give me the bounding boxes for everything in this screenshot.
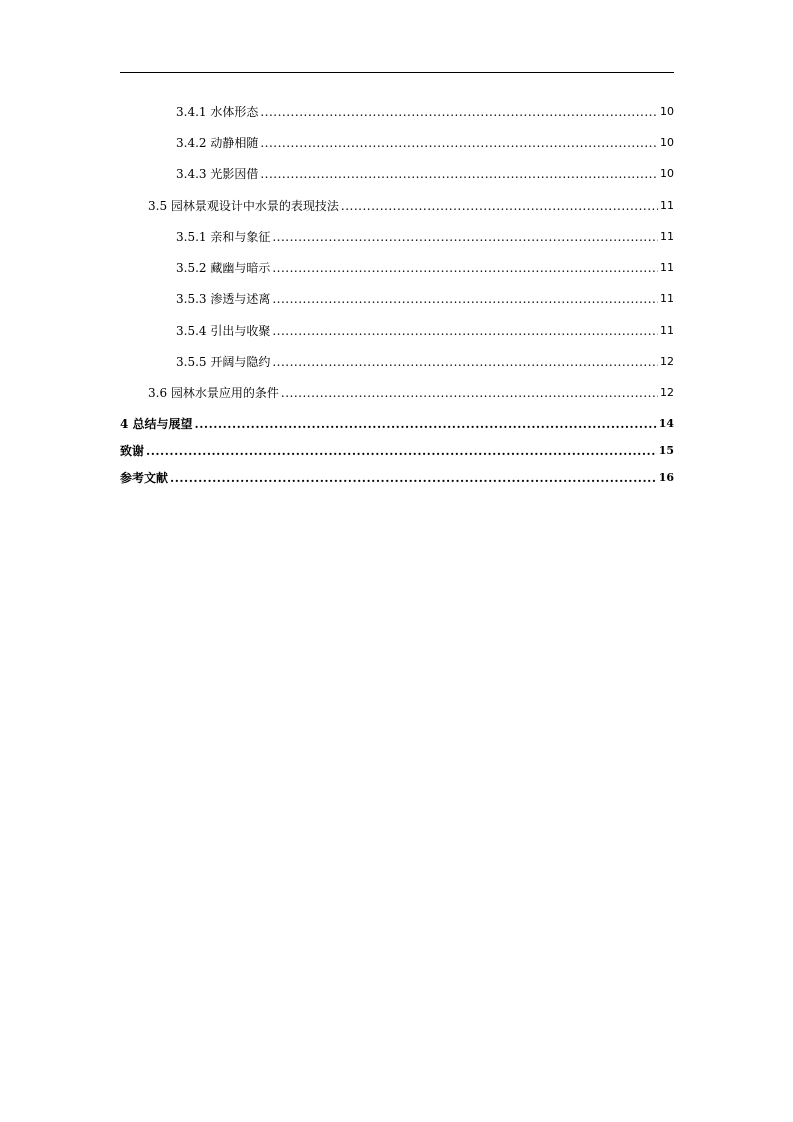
toc-leader-dots — [260, 135, 658, 151]
toc-entry-page: 11 — [660, 230, 674, 243]
toc-entry-label: 3.5.3 渗透与述离 — [176, 292, 271, 306]
toc-entry[interactable] — [148, 198, 674, 214]
toc-entry-page: 10 — [660, 136, 674, 149]
toc-entry-label: 3.5.4 引出与收聚 — [176, 324, 271, 338]
toc-entry-page: 11 — [660, 324, 674, 337]
toc-entry-page: 12 — [660, 355, 674, 368]
toc-entry[interactable] — [148, 385, 674, 401]
toc-leader-dots — [260, 166, 658, 182]
toc-entry-label: 3.5.1 亲和与象征 — [176, 230, 271, 244]
toc-leader-dots — [272, 291, 658, 307]
toc-entry-label: 3.4.3 光影因借 — [176, 167, 259, 181]
toc-leader-dots — [195, 416, 657, 432]
toc-entry[interactable] — [176, 229, 674, 245]
toc-leader-dots — [272, 229, 658, 245]
toc-entry-label: 致谢 — [120, 444, 145, 458]
toc-entry-page: 15 — [658, 444, 674, 457]
toc-entry[interactable] — [176, 135, 674, 151]
toc-leader-dots — [272, 323, 658, 339]
toc-entry-label: 3.5 园林景观设计中水景的表现技法 — [148, 199, 339, 213]
toc-entry-page: 10 — [660, 167, 674, 180]
toc-entry-label: 参考文献 — [120, 471, 169, 485]
toc-entry[interactable] — [120, 443, 674, 459]
toc-leader-dots — [170, 470, 657, 486]
toc-entry-label: 3.4.1 水体形态 — [176, 105, 259, 119]
toc-entry-label: 3.5.2 藏幽与暗示 — [176, 261, 271, 275]
toc-entry-label: 4 总结与展望 — [120, 417, 193, 431]
toc-entry[interactable] — [176, 260, 674, 276]
toc-entry-page: 14 — [658, 417, 674, 430]
toc-leader-dots — [260, 104, 658, 120]
toc-entry-page: 11 — [660, 292, 674, 305]
toc-entry-page: 12 — [660, 386, 674, 399]
toc-entry[interactable] — [176, 291, 674, 307]
toc-leader-dots — [281, 385, 658, 401]
toc-entry-page: 10 — [660, 105, 674, 118]
toc-entry-label: 3.6 园林水景应用的条件 — [148, 386, 279, 400]
toc-entry-label: 3.5.5 开阔与隐约 — [176, 355, 271, 369]
toc-entry[interactable] — [120, 416, 674, 432]
toc-entry-label: 3.4.2 动静相随 — [176, 136, 259, 150]
toc-leader-dots — [146, 443, 657, 459]
toc-entry[interactable] — [120, 470, 674, 486]
toc-entry[interactable] — [176, 104, 674, 120]
toc-entry[interactable] — [176, 166, 674, 182]
toc-entry-page: 11 — [660, 261, 674, 274]
toc-leader-dots — [341, 198, 658, 214]
toc-entry[interactable] — [176, 354, 674, 370]
toc-leader-dots — [272, 260, 658, 276]
toc-entry-page: 11 — [660, 199, 674, 212]
toc-entry-page: 16 — [658, 471, 674, 484]
toc-leader-dots — [272, 354, 658, 370]
toc-entry[interactable] — [176, 323, 674, 339]
